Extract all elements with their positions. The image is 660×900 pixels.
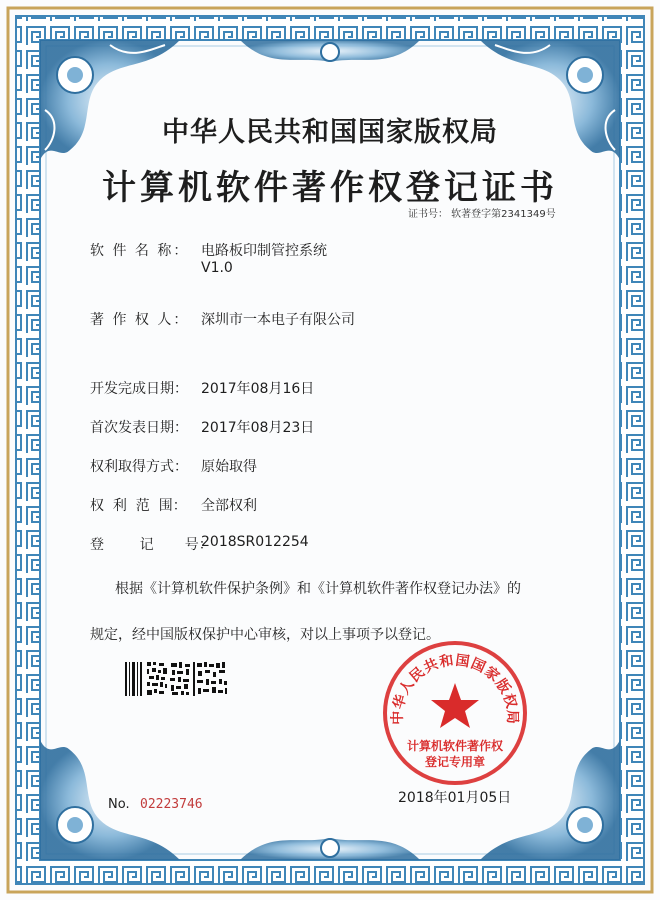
registration-number-value: 2018SR012254: [201, 534, 309, 550]
seal-arc-text: 中华人民共和国国家版权局: [389, 652, 521, 725]
copyright-owner-value: 深圳市一本电子有限公司: [201, 312, 355, 328]
acquisition-method-label: 权利取得方式：: [90, 459, 188, 475]
publication-date-value: 2017年08月23日: [201, 420, 315, 436]
publication-date-label: 首次发表日期：: [90, 420, 188, 436]
serial-number-label: No.: [108, 797, 130, 812]
acquisition-method-value: 原始取得: [201, 459, 257, 475]
seal-line-1: 计算机软件著作权: [406, 739, 504, 753]
serial-number: 02223746: [140, 797, 203, 812]
registration-number-label: 登 记 号：: [90, 537, 213, 553]
issue-date: 2018年01月05日: [398, 790, 512, 806]
declaration-line-1: 根据《计算机软件保护条例》和《计算机软件著作权登记办法》的: [115, 581, 521, 597]
software-version-value: V1.0: [201, 260, 233, 276]
official-seal-stamp: [380, 638, 530, 788]
declaration-line-2: 规定，经中国版权保护中心审核，对以上事项予以登记。: [90, 627, 440, 643]
software-name-value: 电路板印制管控系统: [201, 243, 327, 259]
rights-scope-value: 全部权利: [201, 498, 257, 514]
seal-star-icon: [431, 683, 479, 728]
software-name-label: 软 件 名 称：: [90, 243, 190, 259]
seal-line-2: 登记专用章: [424, 755, 486, 769]
verification-barcode: [125, 660, 230, 698]
copyright-owner-label: 著 作 权 人：: [90, 312, 190, 328]
issuing-authority: 中华人民共和国国家版权局: [162, 117, 498, 148]
completion-date-label: 开发完成日期：: [90, 381, 188, 397]
certificate-number: 证书号： 软著登字第2341349号: [408, 209, 556, 220]
certificate-title: 计算机软件著作权登记证书: [102, 168, 558, 208]
completion-date-value: 2017年08月16日: [201, 381, 315, 397]
rights-scope-label: 权 利 范 围：: [90, 498, 187, 514]
